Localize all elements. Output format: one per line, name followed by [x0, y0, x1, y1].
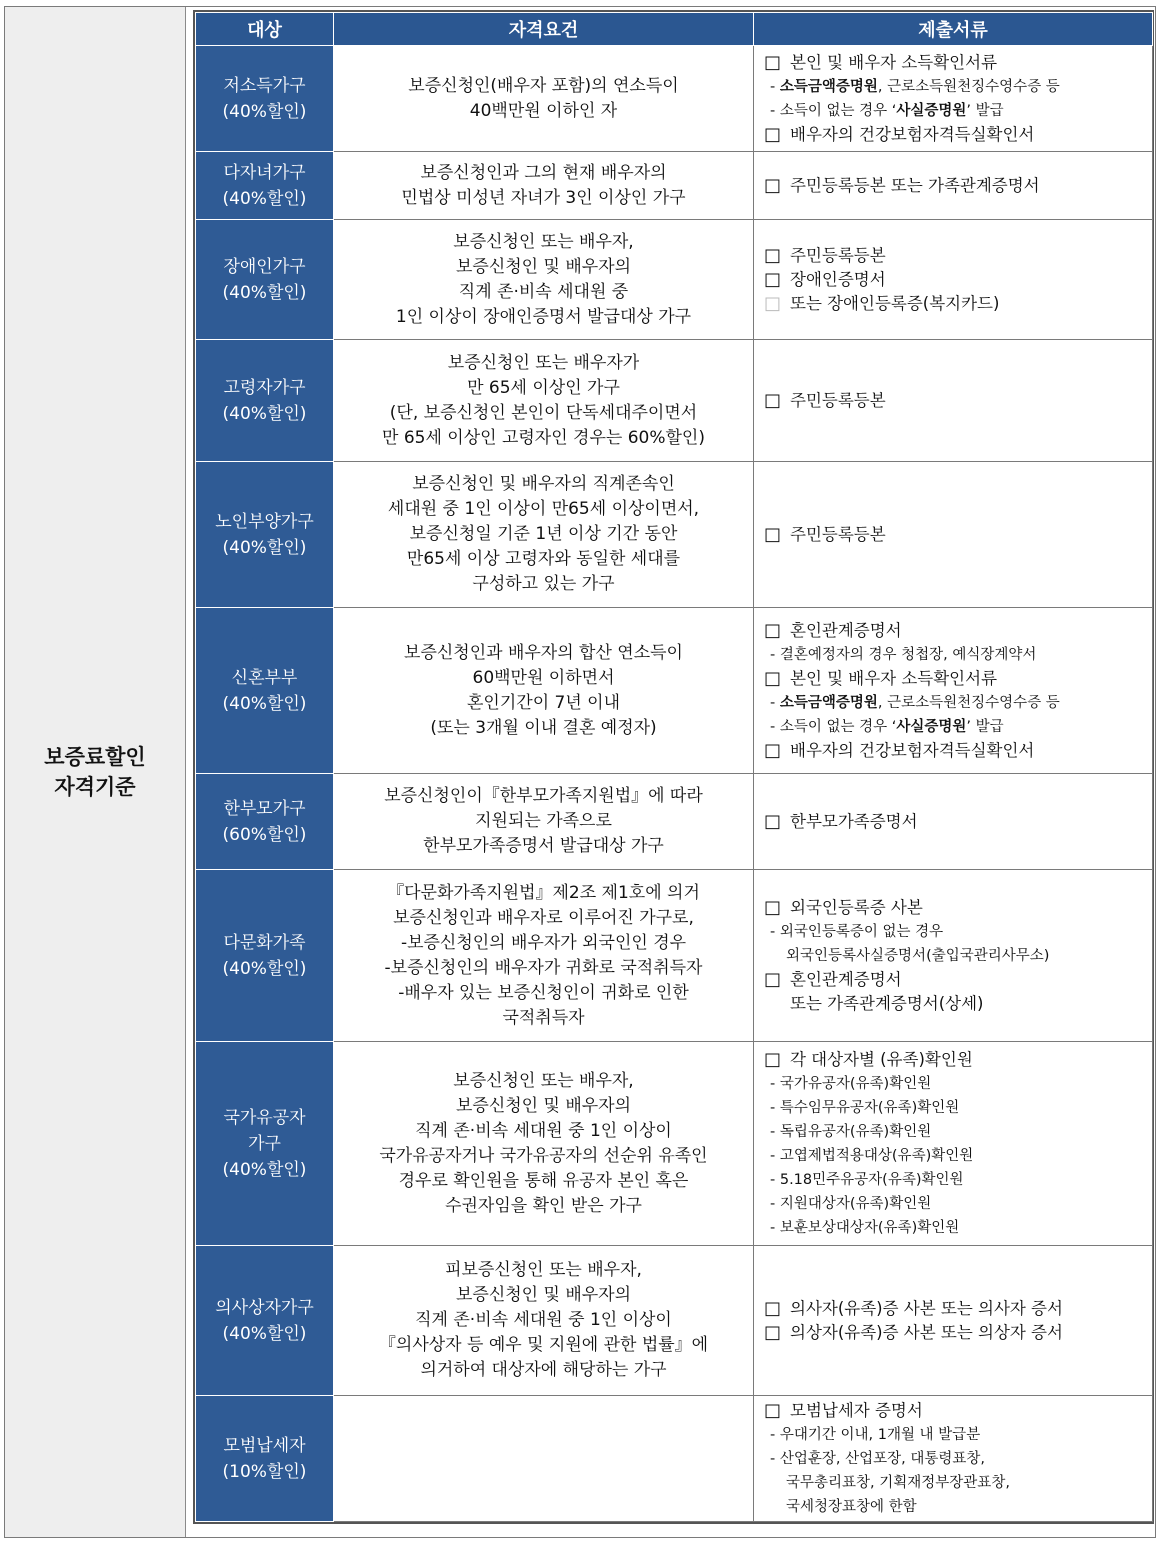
checkbox-item: □ 각 대상자별 (유족)확인원	[764, 1048, 1146, 1072]
header-target: 대상	[196, 13, 334, 46]
target-cell: 다문화가족 (40%할인)	[196, 870, 334, 1042]
sub-item: - 우대기간 이내, 1개월 내 발급분	[770, 1426, 981, 1443]
requirement-cell: 보증신청인이『한부모가족지원법』에 따라 지원되는 가족으로 한부모가족증명서 발급대상 가구	[334, 774, 754, 870]
target-cell: 장애인가구 (40%할인)	[196, 220, 334, 340]
checkbox-item: □ 배우자의 건강보험자격득실확인서	[764, 739, 1146, 763]
target-cell: 국가유공자 가구 (40%할인)	[196, 1042, 334, 1246]
table-row	[196, 46, 1153, 152]
target-cell: 노인부양가구 (40%할인)	[196, 462, 334, 608]
requirement-cell: 보증신청인과 그의 현재 배우자의 민법상 미성년 자녀가 3인 이상인 가구	[334, 152, 754, 220]
sub-item: - 외국인등록증이 없는 경우	[770, 923, 944, 940]
target-cell: 모범납세자 (10%할인)	[196, 1396, 334, 1522]
checkbox-item: □ 주민등록등본	[764, 244, 1146, 268]
documents-cell	[754, 608, 1153, 774]
sub-item: - 소득금액증명원, 근로소득원천징수영수증 등	[770, 78, 1060, 95]
documents-cell	[754, 870, 1153, 1042]
sub-item: - 소득금액증명원, 근로소득원천징수영수증 등	[770, 694, 1060, 711]
target-cell: 한부모가구 (60%할인)	[196, 774, 334, 870]
header-row	[196, 13, 1153, 46]
sub-item: - 독립유공자(유족)확인원	[770, 1123, 932, 1140]
target-cell: 고령자가구 (40%할인)	[196, 340, 334, 462]
target-cell: 의사상자가구 (40%할인)	[196, 1246, 334, 1396]
checkbox-item: □ 혼인관계증명서	[764, 968, 1146, 992]
sub-item: - 국가유공자(유족)확인원	[770, 1075, 932, 1092]
criteria-table	[195, 12, 1153, 1522]
documents-cell	[754, 1396, 1153, 1522]
sub-item: - 보훈보상대상자(유족)확인원	[770, 1219, 960, 1236]
documents-cell	[754, 152, 1153, 220]
sub-item: 국세청장표창에 한함	[786, 1498, 917, 1515]
requirement-cell: 피보증신청인 또는 배우자, 보증신청인 및 배우자의 직계 존·비속 세대원 중 1인 이상이 『의사상자 등 예우 및 지원에 관한 법률』에 의거하여 대상자에 해당하는 가구	[334, 1246, 754, 1396]
requirement-cell: 보증신청인과 배우자의 합산 연소득이 60백만원 이하면서 혼인기간이 7년 이내 (또는 3개월 이내 결혼 예정자)	[334, 608, 754, 774]
table-row	[196, 340, 1153, 462]
header-requirement: 자격요건	[334, 13, 754, 46]
documents-cell	[754, 462, 1153, 608]
checkbox-item: □ 의상자(유족)증 사본 또는 의상자 증서	[764, 1321, 1146, 1345]
table-row	[196, 774, 1153, 870]
sub-item: - 5.18민주유공자(유족)확인원	[770, 1171, 964, 1188]
table-row	[196, 1396, 1153, 1522]
documents-cell	[754, 46, 1153, 152]
checkbox-item: □ 주민등록등본 또는 가족관계증명서	[764, 174, 1146, 198]
target-cell: 신혼부부 (40%할인)	[196, 608, 334, 774]
requirement-cell: 보증신청인 및 배우자의 직계존속인 세대원 중 1인 이상이 만65세 이상이면서, 보증신청일 기준 1년 이상 기간 동안 만65세 이상 고령자와 동일한 세대를 구성하고 있는 가구	[334, 462, 754, 608]
requirement-cell: 보증신청인 또는 배우자가 만 65세 이상인 가구 (단, 보증신청인 본인이 단독세대주이면서 만 65세 이상인 고령자인 경우는 60%할인)	[334, 340, 754, 462]
sub-item: 국무총리표창, 기획재정부장관표창,	[786, 1474, 1010, 1491]
checkbox-item: □ 의사자(유족)증 사본 또는 의사자 증서	[764, 1297, 1146, 1321]
checkbox-item: □ 외국인등록증 사본	[764, 896, 1146, 920]
checkbox-item: □ 혼인관계증명서	[764, 619, 1146, 643]
checkbox-item: □ 배우자의 건강보험자격득실확인서	[764, 123, 1146, 147]
requirement-cell: 『다문화가족지원법』제2조 제1호에 의거 보증신청인과 배우자로 이루어진 가구로, -보증신청인의 배우자가 외국인인 경우 -보증신청인의 배우자가 귀화로 국적취득자 -배우자 있는 보증신청인이 귀화로 인한 국적취득자	[334, 870, 754, 1042]
table-row	[196, 220, 1153, 340]
checkbox-item: □ 주민등록등본	[764, 523, 1146, 547]
side-label-cell	[5, 7, 186, 1537]
target-cell: 다자녀가구 (40%할인)	[196, 152, 334, 220]
table-row	[196, 462, 1153, 608]
sub-item: - 특수임무유공자(유족)확인원	[770, 1099, 960, 1116]
sub-item: - 소득이 없는 경우 ‘사실증명원’ 발급	[770, 102, 1004, 119]
sub-item: 또는 가족관계증명서(상세)	[790, 993, 984, 1013]
documents-cell	[754, 220, 1153, 340]
table-row	[196, 1246, 1153, 1396]
side-title: 보증료할인 자격기준	[44, 745, 146, 799]
checkbox-item: □ 본인 및 배우자 소득확인서류	[764, 51, 1146, 75]
sub-item: - 결혼예정자의 경우 청첩장, 예식장계약서	[770, 646, 1037, 663]
documents-cell	[754, 1042, 1153, 1246]
checkbox-item: □ 장애인증명서	[764, 268, 1146, 292]
sub-item: - 고엽제법적용대상(유족)확인원	[770, 1147, 974, 1164]
header-documents: 제출서류	[754, 13, 1153, 46]
requirement-cell: 보증신청인 또는 배우자, 보증신청인 및 배우자의 직계 존·비속 세대원 중 1인 이상이 국가유공자거나 국가유공자의 선순위 유족인 경우로 확인원을 통해 유공자 본인 혹은 수권자임을 확인 받은 가구	[334, 1042, 754, 1246]
documents-cell	[754, 1246, 1153, 1396]
sub-item: - 지원대상자(유족)확인원	[770, 1195, 932, 1212]
criteria-table-wrapper	[193, 10, 1154, 1524]
target-cell: 저소득가구 (40%할인)	[196, 46, 334, 152]
checkbox-item: □ 또는 장애인등록증(복지카드)	[764, 292, 1146, 316]
requirement-cell: 보증신청인 또는 배우자, 보증신청인 및 배우자의 직계 존·비속 세대원 중 1인 이상이 장애인증명서 발급대상 가구	[334, 220, 754, 340]
table-row	[196, 870, 1153, 1042]
checkbox-item: □ 한부모가족증명서	[764, 810, 1146, 834]
checkbox-item: □ 본인 및 배우자 소득확인서류	[764, 667, 1146, 691]
requirement-cell: 보증신청인(배우자 포함)의 연소득이 40백만원 이하인 자	[334, 46, 754, 152]
requirement-cell	[334, 1396, 754, 1522]
table-row	[196, 152, 1153, 220]
sub-item: - 산업훈장, 산업포장, 대통령표창,	[770, 1450, 985, 1467]
checkbox-item: □ 주민등록등본	[764, 389, 1146, 413]
checkbox-item: □ 모범납세자 증명서	[764, 1399, 1146, 1423]
sub-item: 외국인등록사실증명서(출입국관리사무소)	[786, 947, 1050, 964]
documents-cell	[754, 774, 1153, 870]
documents-cell	[754, 340, 1153, 462]
table-row	[196, 1042, 1153, 1246]
sub-item: - 소득이 없는 경우 ‘사실증명원’ 발급	[770, 718, 1004, 735]
table-row	[196, 608, 1153, 774]
